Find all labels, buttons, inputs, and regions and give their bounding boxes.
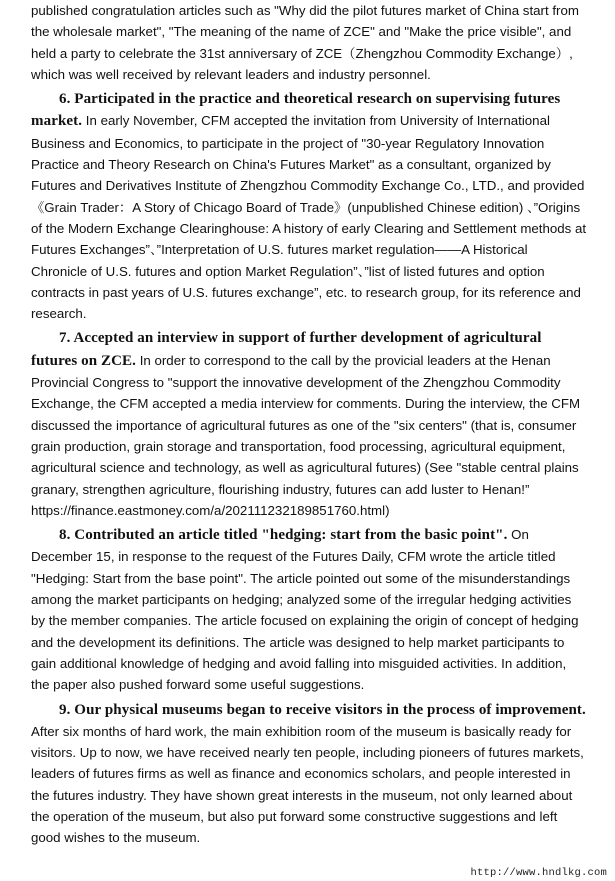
section-9-heading: 9. Our physical museums began to receive visitors in the process of improvement. [59,701,586,718]
section-7 [31,327,587,521]
section-9-body: After six months of hard work, the main exhibition room of the museum is basically ready for visitors. Up to now, we have received nearly ten people, including pioneers of futures markets, leaders of futures firms as well as finance and economics scholars, and people interested in the futures industry. They have shown great interests in the museum, not only learned about the operation of the museum, but also put forward some constructive suggestions and left good wishes to the museum. [31,723,584,846]
section-8-heading: 8. Contributed an article titled "hedging: start from the basic point". [59,527,508,544]
document-page [31,0,587,849]
section-6 [31,88,587,324]
section-6-body: In early November, CFM accepted the invitation from University of International Business and Economics, to participate in the project of "30-year Regulatory Innovation Practice and Theory Research on China's Futures Market" as a consultant, organized by Futures and Derivatives Institute of Zhengzhou Commodity Exchange Co., LTD., and provided《Grain Trader：A Story of Chicago Board of Trade》(unpublished Chinese edition) 、”Origins of the Modern Exchange Clearinghouse: A history of early Clearing and Settlement methods at Futures Exchanges”、”Interpretation of U.S. futures market regulation——A Historical Chronicle of U.S. futures and option Market Regulation”、”list of listed futures and option contracts in past years of U.S. futures exchange”, etc. to research group, for its reference and research. [31,113,587,322]
section-8 [31,524,587,695]
watermark-url: http://www.hndlkg.com [470,867,607,879]
section-9 [31,699,587,849]
intro-paragraph: published congratulation articles such as "Why did the pilot futures market of China start from the wholesale market", "The meaning of the name of ZCE" and "Make the price visible", and held a party to celebrate the 31st anniversary of ZCE（Zhengzhou Commodity Exchange）, which was well received by relevant leaders and industry personnel. [31,3,579,82]
section-7-body: In order to correspond to the call by the provicial leaders at the Henan Provincial Congress to "support the innovative development of the Zhengzhou Commodity Exchange, the CFM accepted a media interview for comments. During the interview, the CFM discussed the importance of agricultural futures as one of the "six centers" (that is, consumer grain production, grain storage and transportation, food processing, agricultural equipment, agricultural science and technology, as well as agricultural futures) (See "stable central plains granary, strengthen agriculture, flourishing industry, futures can add luster to Henan!” https://finance.eastmoney.com/a/202111232189851760.html) [31,352,581,518]
section-6-heading: 6. Participated in the practice and theoretical research on supervising futures market. [31,91,561,130]
section-7-heading: 7. Accepted an interview in support of further development of agricultural futures on ZCE. [31,330,542,369]
section-8-body: On December 15, in response to the request of the Futures Daily, CFM wrote the article titled "Hedging: Start from the base point". The article pointed out some of the misunderstandings among the market participants on hedging; analyzed some of the irregular hedging activities by the member companies. The article focused on explaining the origin of concept of hedging and the development its definitions. The article was designed to help market participants to gain additional knowledge of hedging and avoid falling into misguided activities. In addition, the paper also pushed forward some useful suggestions. [31,527,579,693]
